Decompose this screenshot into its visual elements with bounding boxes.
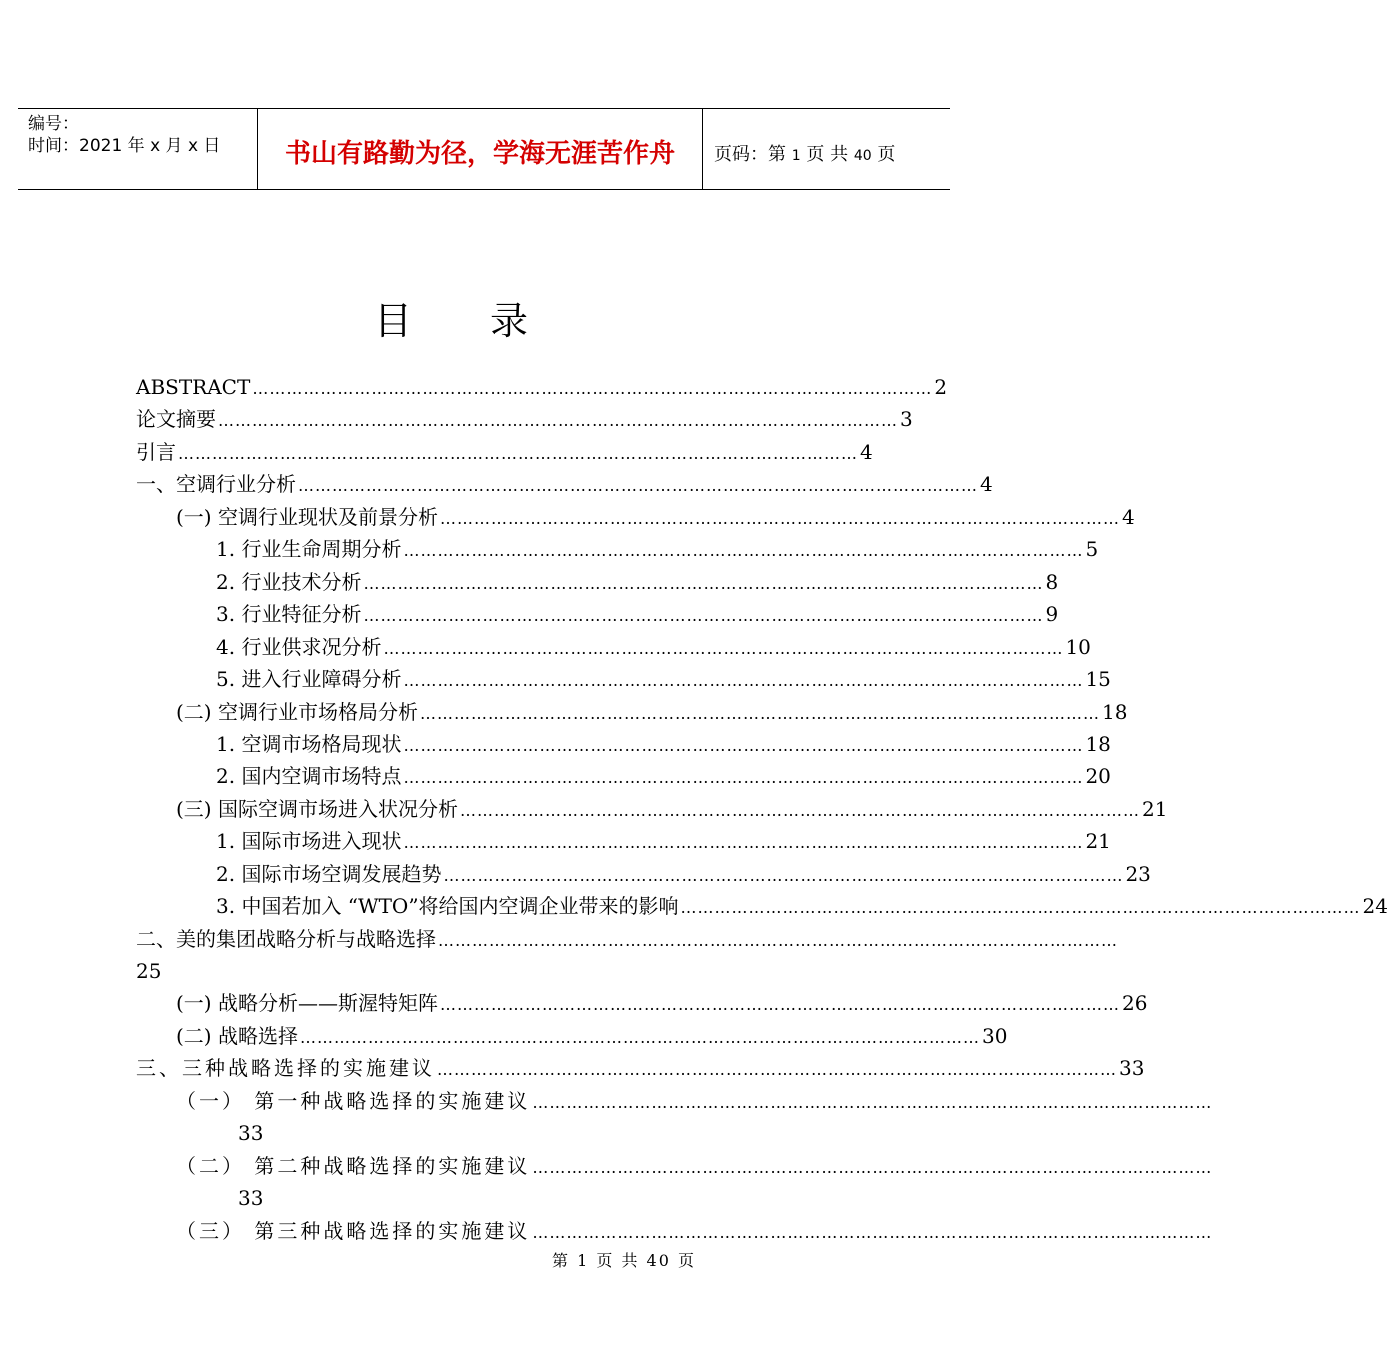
toc-entry[interactable] — [176, 1216, 1213, 1246]
toc-leader: ………………………………………………………………………………………………………… — [252, 379, 933, 398]
toc-entry-text: 1. 行业生命周期分析 — [216, 537, 402, 561]
toc-page-number: 10 — [1065, 635, 1091, 659]
toc-entry-text: 3. 行业特征分析 — [216, 602, 362, 626]
page-middle: 页 共 — [806, 144, 849, 165]
toc-page-number: 21 — [1085, 829, 1111, 853]
toc-page-number: 26 — [1121, 991, 1148, 1015]
toc-entry[interactable] — [216, 534, 1099, 564]
toc-entry[interactable] — [216, 599, 1059, 629]
page-suffix: 页 — [877, 144, 896, 165]
toc-leader: ………………………………………………………………………………………………………… — [532, 1158, 1213, 1177]
toc-entry[interactable] — [216, 891, 1388, 921]
toc-page-number: 3 — [900, 407, 913, 431]
toc-entry-text: 4. 行业供求况分析 — [216, 635, 382, 659]
toc-entry-text: （二） 第二种战略选择的实施建议 — [176, 1154, 531, 1178]
toc-entry[interactable] — [176, 502, 1135, 532]
toc-entry[interactable] — [216, 664, 1111, 694]
toc-page-number[interactable]: 33 — [238, 1121, 264, 1145]
page-footer: 第 1 页 共 40 页 — [552, 1251, 696, 1270]
number-label: 编号： — [28, 114, 79, 134]
toc-leader: ………………………………………………………………………………………………………… — [459, 801, 1140, 820]
toc-entry[interactable] — [176, 1151, 1213, 1181]
toc-entry-text: （一） 第一种战略选择的实施建议 — [176, 1089, 531, 1113]
toc-entry[interactable] — [136, 924, 1118, 954]
toc-entry[interactable] — [136, 437, 873, 467]
toc-entry-text: (二) 空调行业市场格局分析 — [176, 700, 418, 724]
toc-page-number: 20 — [1085, 764, 1111, 788]
toc-entry[interactable] — [216, 632, 1091, 662]
toc-page-number: 33 — [1119, 1056, 1145, 1080]
toc-entry[interactable] — [176, 988, 1148, 1018]
toc-entry[interactable] — [216, 859, 1151, 889]
toc-entry-text: 论文摘要 — [136, 407, 216, 431]
time-label: 时间：2021 年 x 月 x 日 — [28, 136, 221, 156]
toc-entry[interactable] — [176, 794, 1168, 824]
toc-page-number: 18 — [1101, 700, 1128, 724]
toc-leader: ………………………………………………………………………………………………………… — [403, 541, 1084, 560]
toc-page-number[interactable]: 25 — [136, 959, 162, 983]
toc-entry-text: (三) 国际空调市场进入状况分析 — [176, 797, 458, 821]
toc-entry-text: 2. 国际市场空调发展趋势 — [216, 862, 442, 886]
toc-page-number: 21 — [1141, 797, 1168, 821]
toc-leader: ………………………………………………………………………………………………………… — [419, 704, 1100, 723]
toc-page-number: 23 — [1125, 862, 1151, 886]
toc-entry-text: ABSTRACT — [136, 375, 251, 399]
toc-leader: ………………………………………………………………………………………………………… — [532, 1093, 1213, 1112]
toc-entry[interactable] — [176, 697, 1128, 727]
toc-page-number: 2 — [934, 375, 948, 399]
toc-entry-text: 一、空调行业分析 — [136, 472, 296, 496]
toc-entry[interactable] — [136, 469, 993, 499]
toc-page-number: 8 — [1045, 570, 1059, 594]
toc-page-number: 4 — [980, 472, 993, 496]
toc-leader: ………………………………………………………………………………………………………… — [403, 671, 1084, 690]
toc-page-number: 18 — [1085, 732, 1111, 756]
toc-leader: ………………………………………………………………………………………………………… — [363, 574, 1044, 593]
toc-page-number[interactable]: 33 — [238, 1186, 264, 1210]
toc-entry[interactable] — [216, 567, 1059, 597]
toc-entry[interactable] — [216, 761, 1111, 791]
toc-page-number: 4 — [1121, 505, 1135, 529]
toc-page-number: 30 — [981, 1024, 1008, 1048]
toc-page-number: 24 — [1362, 894, 1388, 918]
page-header — [18, 108, 950, 190]
header-page-indicator — [714, 140, 895, 166]
toc-leader: ………………………………………………………………………………………………………… — [680, 898, 1361, 917]
toc-page-number: 5 — [1085, 537, 1099, 561]
toc-entry-text: 3. 中国若加入 “WTO”将给国内空调企业带来的影响 — [216, 894, 679, 918]
toc-entry-text: 2. 国内空调市场特点 — [216, 764, 402, 788]
toc-entry-text: (一) 空调行业现状及前景分析 — [176, 505, 438, 529]
toc-leader: ………………………………………………………………………………………………………… — [403, 833, 1084, 852]
toc-leader: ………………………………………………………………………………………………………… — [383, 639, 1064, 658]
toc-leader: ………………………………………………………………………………………………………… — [299, 1028, 980, 1047]
toc-entry[interactable] — [216, 826, 1111, 856]
toc-entry-text: 5. 进入行业障碍分析 — [216, 667, 402, 691]
toc-leader: ………………………………………………………………………………………………………… — [403, 736, 1084, 755]
toc-entry-text: (二) 战略选择 — [176, 1024, 298, 1048]
toc-leader: ………………………………………………………………………………………………………… — [178, 444, 858, 463]
toc-page-number: 4 — [860, 440, 873, 464]
toc-entry-text: 三、三种战略选择的实施建议 — [136, 1056, 435, 1080]
toc-entry[interactable] — [136, 1053, 1145, 1083]
toc-entry-text: (一) 战略分析——斯渥特矩阵 — [176, 991, 438, 1015]
toc-entry-text: 二、美的集团战略分析与战略选择 — [136, 927, 436, 951]
header-divider — [702, 109, 703, 189]
toc-leader: ………………………………………………………………………………………………………… — [439, 995, 1120, 1014]
toc-entry-text: 引言 — [136, 440, 176, 464]
toc-entry[interactable] — [216, 729, 1111, 759]
toc-leader: ………………………………………………………………………………………………………… — [443, 866, 1124, 885]
toc-page-number: 15 — [1085, 667, 1111, 691]
toc-leader: ………………………………………………………………………………………………………… — [437, 1060, 1117, 1079]
toc-entry[interactable] — [136, 404, 913, 434]
toc-page-number: 9 — [1045, 602, 1059, 626]
toc-entry[interactable] — [136, 372, 948, 402]
toc-entry[interactable] — [176, 1021, 1008, 1051]
toc-entry-text: 1. 国际市场进入现状 — [216, 829, 402, 853]
toc-entry-text: 1. 空调市场格局现状 — [216, 732, 402, 756]
toc-leader: ………………………………………………………………………………………………………… — [532, 1223, 1213, 1242]
toc-leader: ………………………………………………………………………………………………………… — [363, 606, 1044, 625]
page-prefix: 页码：第 — [714, 144, 786, 165]
toc-leader: ………………………………………………………………………………………………………… — [298, 476, 978, 495]
header-meta — [28, 113, 256, 157]
page-total: 40 — [853, 148, 872, 164]
header-motto: 书山有路勤为径，学海无涯苦作舟 — [284, 139, 675, 169]
toc-leader: ………………………………………………………………………………………………………… — [218, 411, 898, 430]
toc-leader: ………………………………………………………………………………………………………… — [403, 768, 1084, 787]
toc-entry-text: 2. 行业技术分析 — [216, 570, 362, 594]
page-title: 目录 — [373, 299, 606, 343]
toc-entry-text: （三） 第三种战略选择的实施建议 — [176, 1219, 531, 1243]
page-current: 1 — [791, 148, 801, 164]
toc-entry[interactable] — [176, 1086, 1213, 1116]
toc-leader: ………………………………………………………………………………………………………… — [438, 931, 1118, 950]
toc-leader: ………………………………………………………………………………………………………… — [439, 509, 1120, 528]
